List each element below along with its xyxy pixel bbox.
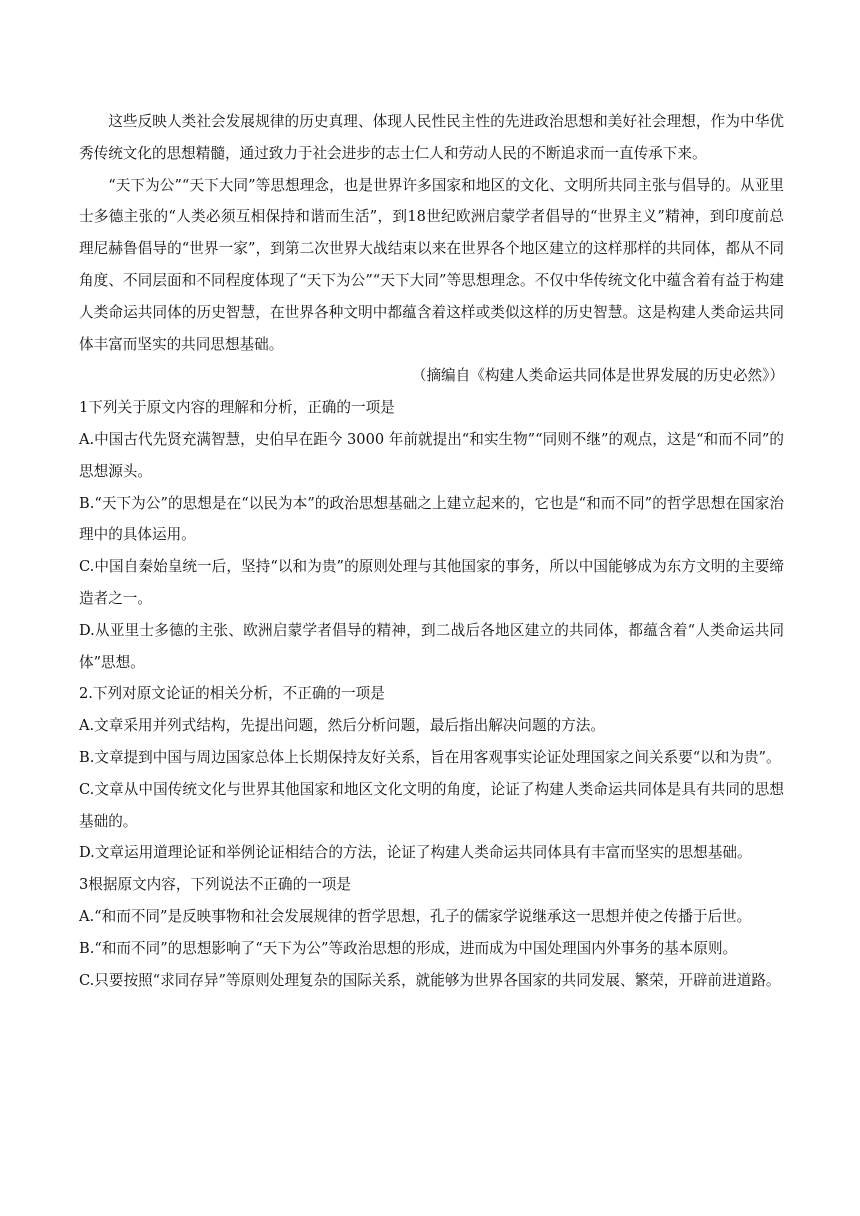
question-1-option-c: C.中国自秦始皇统一后，坚持“以和为贵”的原则处理与其他国家的事务，所以中国能够成为东方文明的主要缔造者之一。: [79, 558, 784, 607]
question-3-stem: 3根据原文内容，下列说法不正确的一项是: [79, 876, 351, 894]
question-2-option-b: B.文章提到中国与周边国家总体上长期保持友好关系，旨在用客观事实论证处理国家之间关系要“以和为贵”。: [79, 748, 781, 766]
question-2: [79, 678, 784, 869]
question-1-option-a: A.中国古代先贤充满智慧，史伯早在距今 3000 年前就提出“和实生物”“同则不继”的观点，这是“和而不同”的思想源头。: [79, 430, 784, 480]
question-2-option-d: D.文章运用道理论证和举例论证相结合的方法，论证了构建人类命运共同体具有丰富而坚实的思想基础。: [79, 844, 752, 862]
question-2-option-c: C.文章从中国传统文化与世界其他国家和地区文化文明的角度，论证了构建人类命运共同体是具有共同的思想基础的。: [79, 780, 784, 830]
passage-source: （摘编自《构建人类命运共同体是世界发展的历史必然》）: [411, 367, 784, 385]
question-3-option-b: B.“和而不同”的思想影响了“天下为公”等政治思想的形成，进而成为中国处理国内外事务的基本原则。: [79, 939, 738, 957]
question-2-option-a: A.文章采用并列式结构，先提出问题，然后分析问题，最后指出解决问题的方法。: [79, 717, 605, 735]
question-3-option-c: C.只要按照“求同存异”等原则处理复杂的国际关系，就能够为世界各国家的共同发展、繁荣，开辟前进道路。: [79, 971, 781, 989]
question-1-option-d: D.从亚里士多德的主张、欧洲启蒙学者倡导的精神，到二战后各地区建立的共同体，都蕴含着“人类命运共同体”思想。: [79, 621, 784, 671]
question-1-stem: 1下列关于原文内容的理解和分析，正确的一项是: [79, 399, 395, 417]
passage-paragraph-1: 这些反映人类社会发展规律的历史真理、体现人民性民主性的先进政治思想和美好社会理想，作为中华优秀传统文化的思想精髓，通过致力于社会进步的志士仁人和劳动人民的不断追求而一直传承下来。: [79, 113, 784, 162]
passage-paragraph-2: “天下为公”“天下大同”等思想理念，也是世界许多国家和地区的文化、文明所共同主张与倡导的。从亚里士多德主张的“人类必须互相保持和谐而生活”，到18世纪欧洲启蒙学者倡导的“世界主义”精神，到印度前总理尼赫鲁倡导的“世界一家”，到第二次世界大战结束以来在世界各个地区建立的这样那样的共同体，都从不同角度、不同层面和不同程度体现了“天下为公”“天下大同”等思想理念。不仅中华传统文化中蕴含着有益于构建人类命运共同体的历史智慧，在世界各种文明中都蕴含着这样或类似这样的历史智慧。这是构建人类命运共同体丰富而坚实的共同思想基础。: [79, 176, 784, 353]
question-2-stem: 2.下列对原文论证的相关分析，不正确的一项是: [79, 685, 385, 703]
question-3-option-a: A.“和而不同”是反映事物和社会发展规律的哲学思想，孔子的儒家学说继承这一思想并使之传播于后世。: [79, 907, 752, 925]
question-1: [79, 392, 784, 678]
question-3: [79, 869, 784, 996]
question-1-option-b: B.“天下为公”的思想是在“以民为本”的政治思想基础之上建立起来的，它也是“和而不同”的哲学思想在国家治理中的具体运用。: [79, 494, 784, 544]
